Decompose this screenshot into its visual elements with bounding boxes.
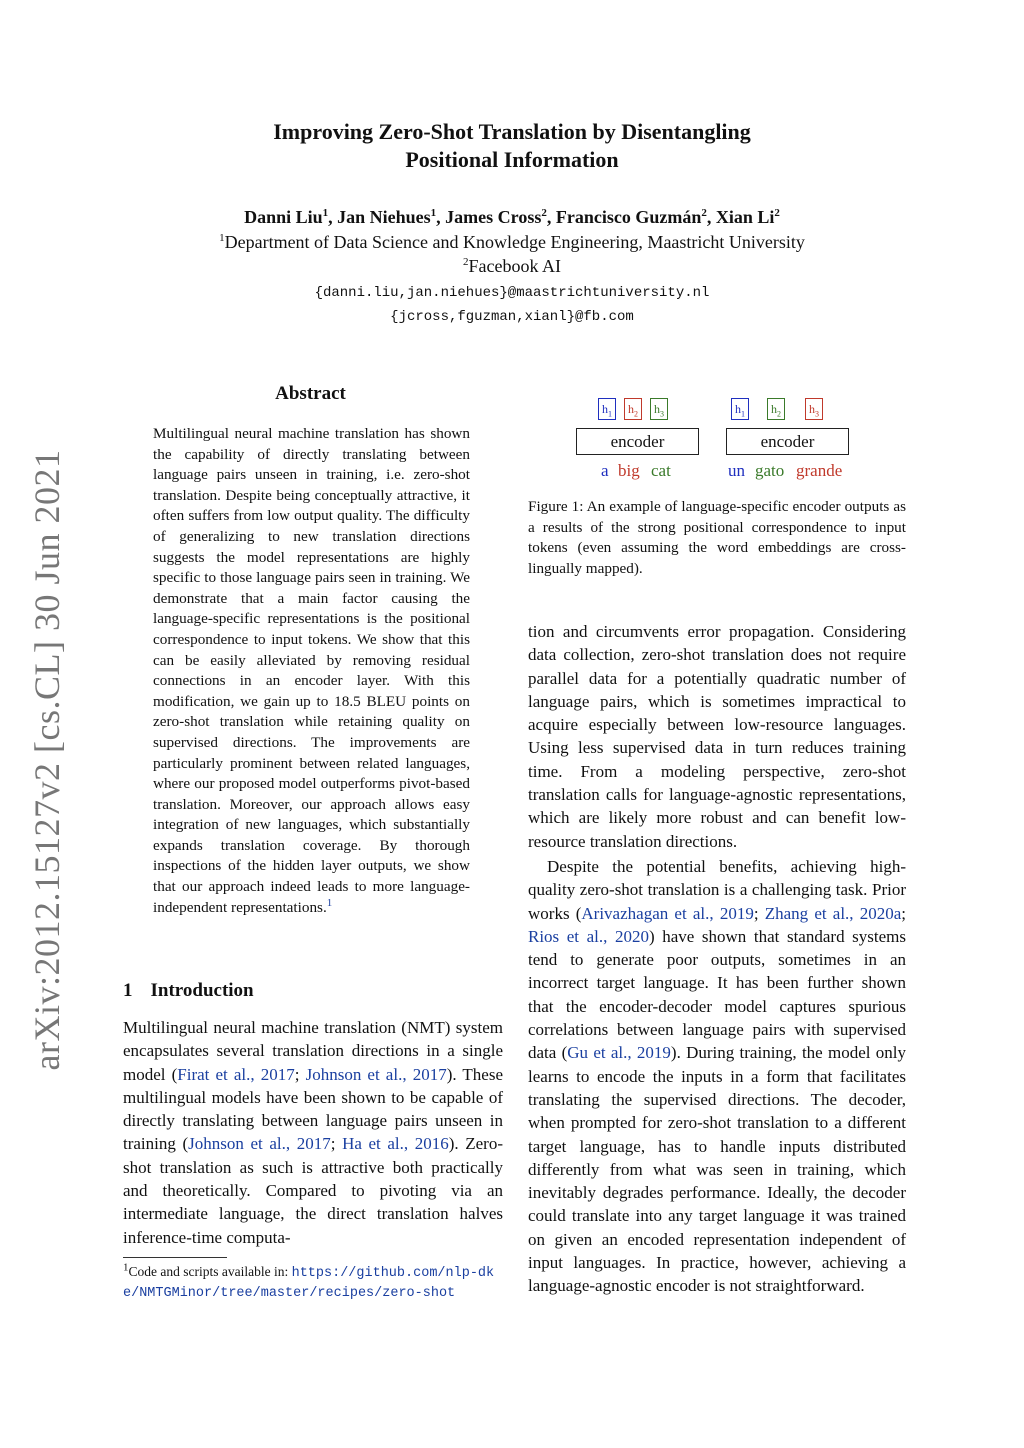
section-heading-introduction [123,980,254,1002]
author-name: Xian Li [715,207,775,227]
author-name: Francisco Guzmán [555,207,702,227]
email-line-2: {jcross,fguzman,xianl}@fb.com [390,309,634,325]
input-token: un [728,461,745,480]
citation-year: 2020a [859,903,902,923]
hidden-label: h [771,402,777,416]
citation-link[interactable] [306,1065,447,1084]
citation-author: Firat et al., [177,1064,255,1084]
hidden-label: h [735,402,741,416]
affiliation-mark: 1 [219,232,225,244]
citation-year: 2019 [719,903,754,923]
separator: ; [330,1134,343,1154]
citation-year: 2019 [636,1043,671,1063]
email-line-1: {danni.liu,jan.niehues}@maastrichtuniversity.nl [314,285,710,301]
section-title: Introduction [150,980,254,1001]
intro-paragraph [123,1016,503,1249]
affiliation-mark: 2 [463,256,469,268]
section-number: 1 [123,980,133,1001]
hidden-index: 1 [608,409,612,419]
hidden-label: h [602,402,608,416]
citation-link[interactable] [765,904,902,923]
hidden-index: 1 [741,409,745,419]
citation-author: Arivazhagan et al., [581,903,714,923]
input-token: cat [651,461,671,480]
arxiv-identifier: arXiv:2012.15127v2 [cs.CL] 30 Jun 2021 [27,449,67,1071]
citation-link[interactable] [177,1065,294,1084]
hidden-label: h [628,402,634,416]
input-token: a [601,461,609,480]
hidden-state-box-h2 [767,398,785,420]
citation-author: Rios et al., [528,926,608,946]
paragraph: tion and circumvents error propagation. Considering data collection, zero-shot translation does not require parallel data for a potentially quadratic number of language pairs, which is sometimes impractical to acquire especially between low-resource languages. Using less supervised data in turn reduces training time. From a modeling perspective, zero-shot translation calls for language-agnostic representations, which are likely more robust and can benefit low-resource translation directions. [528,622,906,851]
affiliation-text: Department of Data Science and Knowledge Engineering, Maastricht University [224,232,805,252]
citation-link[interactable] [528,927,649,946]
arxiv-sidebar [22,449,72,1071]
citation-author: Johnson et al., [188,1134,291,1154]
affiliation-2 [0,254,1024,278]
footnote-mark: 1 [123,1261,129,1274]
footnote-link[interactable]: 1 [326,896,333,909]
abstract-body [153,424,470,918]
body-text: Despite the potential benefits, achieving high-quality zero-shot translation is a challenging task. Prior works ( [528,856,906,923]
hidden-index: 3 [660,409,664,419]
author-name: Jan Niehues [337,207,431,227]
hidden-state-box-h2 [624,398,642,420]
body-text: ). Zero-shot translation as such is attractive both practically and theoretically. Compared to pivoting via an intermediate language, the direct translation halves inference-time computa- [123,1134,503,1247]
body-text: ). These multilingual models have been shown to be capable of directly translating between language pairs unseen in training ( [123,1064,503,1154]
abstract-text: Multilingual neural machine translation has shown the capability of directly translating between language pairs unseen in training, i.e. zero-shot translation. Despite being conceptually attractive, it often suffers from low output quality. The difficulty of generalizing to new translation directions suggests the model representations are highly specific to those language pairs seen in training. We demonstrate that a main factor causing the language-specific representations is the positional correspondence to input tokens. We show that this can be easily alleviated by removing residual connections in an encoder layer. With this modification, we gain up to 18.5 BLEU points on zero-shot translation while retaining quality on supervised directions. The improvements are particularly prominent between related languages, where our proposed model outperforms pivot-based translation. Moreover, our approach allows easy integration of new languages, which substantially expands translation coverage. By thorough inspections of the hidden layer outputs, we show that our approach indeed leads to more language-independent representations. [153,425,470,916]
right-column-text [528,620,906,1298]
citation-year: 2017 [296,1134,331,1154]
author-aff: 1 [430,207,437,219]
title-line-1: Improving Zero-Shot Translation by Disentangling [273,119,751,144]
author-list: Danni Liu$^1$, Jan Niehues$^1$, James Cross$^2$, Francisco Guzmán$^2$, Xian Li$^2$ [244,207,780,227]
encoder-box-left: encoder [576,428,699,455]
footnote [123,1263,508,1303]
hidden-state-box-h3 [650,398,668,420]
citation-author: Zhang et al., [764,903,854,923]
affiliation-1 [0,230,1024,254]
separator: ; [901,903,907,923]
citation-year: 2016 [414,1134,449,1154]
abstract-heading: Abstract [275,383,346,404]
author-aff: 1 [322,207,329,219]
paper-title [0,118,1024,174]
input-token: big [618,461,640,480]
hidden-label: h [654,402,660,416]
citation-author: Ha et al., [342,1134,409,1154]
author-name: James Cross [445,207,542,227]
hidden-index: 2 [634,409,638,419]
separator: ; [294,1064,306,1084]
hidden-index: 3 [815,409,819,419]
author-aff: 2 [774,207,780,219]
figure-1 [560,390,890,490]
author-name: Danni Liu [244,207,323,227]
input-token: grande [796,461,843,480]
encoder-box-right: encoder [726,428,849,455]
footnote-text: Code and scripts available in: [128,1264,292,1279]
figure-caption: Figure 1: An example of language-specific encoder outputs as a results of the strong positional correspondence to input tokens (even assuming the word embeddings are cross-lingually mapped). [528,498,906,577]
body-text: ) have shown that standard systems tend to generate poor outputs, sometimes in an incorrect target language. It has been further shown that the encoder-decoder model captures spurious correlations between language pairs with supervised data ( [528,926,906,1063]
citation-link[interactable] [581,904,753,923]
hidden-state-box-h1 [598,398,616,420]
citation-link[interactable] [567,1043,671,1062]
title-line-2: Positional Information [405,147,619,172]
hidden-state-box-h3 [805,398,823,420]
paragraph [528,855,906,1298]
footnote-divider [123,1257,227,1258]
input-token: gato [755,461,785,480]
citation-author: Johnson et al., [305,1064,407,1084]
hidden-label: h [809,402,815,416]
citation-link[interactable] [342,1134,449,1153]
footnote-url-link[interactable]: https://github.com/nlp-dke/NMTGMinor/tree/master/recipes/zero-shot [123,1266,495,1301]
citation-year: 2020 [614,926,649,946]
author-aff: 2 [701,207,707,219]
body-text: Multilingual neural machine translation (NMT) system encapsulates several translation directions in a single model ( [123,1018,503,1084]
hidden-index: 2 [777,409,781,419]
citation-year: 2017 [412,1064,447,1084]
citation-link[interactable] [188,1134,331,1153]
hidden-state-box-h1 [731,398,749,420]
author-aff: 2 [541,207,547,219]
affiliation-text: Facebook AI [468,256,561,276]
citation-year: 2017 [260,1064,295,1084]
body-text: ). During training, the model only learns to encode the inputs in a form that facilitates translating the supervised directions. The decoder, when prompted for zero-shot translation to a different target language, has to handle inputs distributed differently from what was seen in training, which inevitably degrades performance. Ideally, the decoder could translate into any target language it was trained on given an encoded representation independent of input languages. In practice, however, achieving a language-agnostic encoder is not straightforward. [528,1043,906,1296]
separator: ; [753,903,765,923]
citation-author: Gu et al., [567,1043,632,1063]
